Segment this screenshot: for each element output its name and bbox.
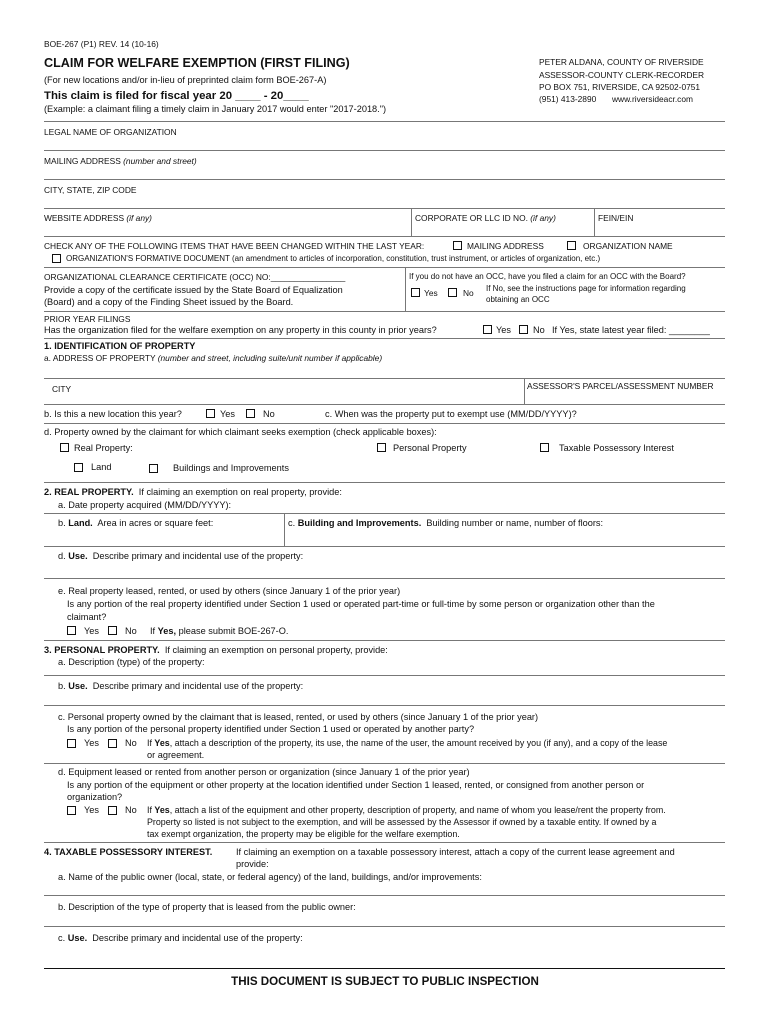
new-location-question: b. Is this a new location this year? bbox=[44, 409, 182, 419]
personal-use-field[interactable] bbox=[44, 705, 725, 706]
new-location-no-label: No bbox=[263, 409, 275, 419]
real-leased-no-checkbox[interactable] bbox=[108, 626, 117, 635]
real-leased-no-label: No bbox=[125, 626, 137, 636]
real-property-label: Real Property: bbox=[74, 443, 133, 453]
personal-use-label: b. Use. Describe primary and incidental use of the property: bbox=[58, 681, 304, 691]
property-address-label: a. ADDRESS OF PROPERTY (number and street, including suite/unit number if applicable) bbox=[44, 353, 383, 363]
legal-name-field[interactable] bbox=[44, 150, 725, 151]
organization-name-option: ORGANIZATION NAME bbox=[583, 241, 673, 251]
real-leased-submit-note: If Yes, please submit BOE-267-O. bbox=[150, 626, 289, 636]
mailing-address-option: MAILING ADDRESS bbox=[467, 241, 544, 251]
real-leased-label: e. Real property leased, rented, or used by others (since January 1 of the prior year) bbox=[58, 586, 401, 596]
equipment-question-1: Is any portion of the equipment or other property at the location identified under Section 1 leased, rented, or consigned from another person or bbox=[67, 780, 645, 790]
equipment-no-label: No bbox=[125, 805, 137, 815]
taxable-possessory-checkbox[interactable] bbox=[540, 443, 549, 452]
personal-leased-no-label: No bbox=[125, 738, 137, 748]
mailing-address-field[interactable] bbox=[44, 179, 725, 180]
personal-leased-label: c. Personal property owned by the claimant that is leased, rented, or used by others (since January 1 of the prior year) bbox=[58, 712, 539, 722]
taxable-possessory-label: Taxable Possessory Interest bbox=[559, 443, 674, 453]
occ-question: If you do not have an OCC, have you filed a claim for an OCC with the Board? bbox=[409, 272, 686, 281]
occ-provide-line-1: Provide a copy of the certificate issued by the State Board of Equalization bbox=[44, 285, 343, 295]
public-owner-field[interactable] bbox=[44, 895, 725, 896]
real-property-checkbox[interactable] bbox=[60, 443, 69, 452]
personal-property-label: Personal Property bbox=[393, 443, 467, 453]
leased-type-label: b. Description of the type of property that is leased from the public owner: bbox=[58, 902, 356, 912]
city-state-zip-label: CITY, STATE, ZIP CODE bbox=[44, 185, 137, 195]
formative-document-option: ORGANIZATION'S FORMATIVE DOCUMENT (an amendment to articles of incorporation, constitution, trust instrument, or articles of organization, etc.) bbox=[66, 254, 601, 263]
real-leased-question-2: claimant? bbox=[67, 612, 107, 622]
real-leased-yes-label: Yes bbox=[84, 626, 99, 636]
real-property-use-label: d. Use. Describe primary and incidental use of the property: bbox=[58, 551, 304, 561]
prior-latest-year[interactable]: If Yes, state latest year filed: ________ bbox=[552, 325, 710, 335]
equipment-no-checkbox[interactable] bbox=[108, 806, 117, 815]
personal-leased-question: Is any portion of the personal property identified under Section 1 used or operated by another party? bbox=[67, 724, 475, 734]
office-line-1: PETER ALDANA, COUNTY OF RIVERSIDE bbox=[539, 57, 704, 67]
occ-provide-line-2: (Board) and a copy of the Finding Sheet issued by the Board. bbox=[44, 297, 294, 307]
website-address-label: WEBSITE ADDRESS (if any) bbox=[44, 213, 152, 223]
personal-description-field[interactable] bbox=[44, 675, 725, 676]
owned-property-question: d. Property owned by the claimant for which claimant seeks exemption (check applicable boxes): bbox=[44, 427, 437, 437]
buildings-checkbox[interactable] bbox=[149, 464, 158, 473]
formative-document-checkbox[interactable] bbox=[52, 254, 61, 263]
exempt-use-date-question[interactable]: c. When was the property put to exempt use (MM/DD/YYYY)? bbox=[325, 409, 577, 419]
section-1-heading: 1. IDENTIFICATION OF PROPERTY bbox=[44, 341, 196, 351]
occ-no-label: No bbox=[463, 288, 474, 298]
personal-leased-yes-checkbox[interactable] bbox=[67, 739, 76, 748]
land-buildings-field[interactable] bbox=[44, 546, 725, 547]
mailing-address-label: MAILING ADDRESS (number and street) bbox=[44, 156, 197, 166]
form-subtitle: (For new locations and/or in-lieu of preprinted claim form BOE-267-A) bbox=[44, 75, 327, 85]
prior-no-checkbox[interactable] bbox=[519, 325, 528, 334]
corporate-id-label: CORPORATE OR LLC ID NO. (if any) bbox=[415, 213, 556, 223]
real-leased-yes-checkbox[interactable] bbox=[67, 626, 76, 635]
occ-instructions-1: If No, see the instructions page for information regarding bbox=[486, 284, 686, 293]
fiscal-year-line[interactable]: This claim is filed for fiscal year 20 ____ - 20____ bbox=[44, 90, 309, 102]
new-location-no-checkbox[interactable] bbox=[246, 409, 255, 418]
equipment-attach-note-3: tax exempt organization, the property may be eligible for the welfare exemption. bbox=[147, 829, 460, 839]
section-4-intro: If claiming an exemption on a taxable possessory interest, attach a copy of the current lease agreement and bbox=[236, 847, 675, 857]
fein-label: FEIN/EIN bbox=[598, 213, 634, 223]
land-checkbox[interactable] bbox=[74, 463, 83, 472]
section-3-heading: 3. PERSONAL PROPERTY. If claiming an exemption on personal property, provide: bbox=[44, 645, 388, 655]
prior-year-question: Has the organization filed for the welfare exemption on any property in this county in prior years? bbox=[44, 325, 437, 335]
date-acquired-label[interactable]: a. Date property acquired (MM/DD/YYYY): bbox=[58, 500, 232, 510]
personal-description-label: a. Description (type) of the property: bbox=[58, 657, 205, 667]
prior-year-label: PRIOR YEAR FILINGS bbox=[44, 314, 131, 324]
public-inspection-notice: THIS DOCUMENT IS SUBJECT TO PUBLIC INSPECTION bbox=[231, 975, 539, 988]
organization-name-checkbox[interactable] bbox=[567, 241, 576, 250]
personal-leased-attach-note: If Yes, attach a description of the property, its use, the name of the user, the amount received by you (if any), and a copy of the lease bbox=[147, 738, 668, 748]
public-owner-label: a. Name of the public owner (local, state, or federal agency) of the land, buildings, and/or improvements: bbox=[58, 872, 482, 882]
personal-leased-yes-label: Yes bbox=[84, 738, 99, 748]
leased-type-field[interactable] bbox=[44, 926, 725, 927]
parcel-label: ASSESSOR'S PARCEL/ASSESSMENT NUMBER bbox=[527, 381, 714, 391]
office-line-2: ASSESSOR-COUNTY CLERK-RECORDER bbox=[539, 70, 705, 80]
personal-leased-attach-note-2: or agreement. bbox=[147, 750, 205, 760]
equipment-attach-note: If Yes, attach a list of the equipment and other property, description of property, and name of whom you lease/rent the property from. bbox=[147, 805, 666, 815]
occ-instructions-2: obtaining an OCC bbox=[486, 295, 550, 304]
land-area-label: b. Land. Area in acres or square feet: bbox=[58, 518, 214, 528]
prior-no-label: No bbox=[533, 325, 545, 335]
legal-name-label: LEGAL NAME OF ORGANIZATION bbox=[44, 127, 177, 137]
changed-items-label: CHECK ANY OF THE FOLLOWING ITEMS THAT HAVE BEEN CHANGED WITHIN THE LAST YEAR: bbox=[44, 241, 425, 251]
real-property-use-field[interactable] bbox=[44, 578, 725, 579]
section-2-heading: 2. REAL PROPERTY. If claiming an exemption on real property, provide: bbox=[44, 487, 342, 497]
possessory-use-label: c. Use. Describe primary and incidental use of the property: bbox=[58, 933, 303, 943]
equipment-question-2: organization? bbox=[67, 792, 123, 802]
new-location-yes-checkbox[interactable] bbox=[206, 409, 215, 418]
equipment-attach-note-2: Property so listed is not subject to the exemption, and will be assessed by the Assessor if owned by a taxable entity. If owned by a bbox=[147, 817, 657, 827]
equipment-yes-label: Yes bbox=[84, 805, 99, 815]
property-address-field[interactable] bbox=[44, 378, 725, 379]
buildings-label: Buildings and Improvements bbox=[173, 463, 289, 473]
city-label: CITY bbox=[52, 384, 72, 394]
fiscal-year-example: (Example: a claimant filing a timely claim in January 2017 would enter "2017-2018.") bbox=[44, 104, 387, 114]
equipment-yes-checkbox[interactable] bbox=[67, 806, 76, 815]
city-parcel-field[interactable] bbox=[44, 404, 725, 405]
office-phone: (951) 413-2890 bbox=[539, 94, 597, 104]
prior-yes-checkbox[interactable] bbox=[483, 325, 492, 334]
office-website[interactable]: www.riversideacr.com bbox=[612, 94, 693, 104]
section-4-heading: 4. TAXABLE POSSESSORY INTEREST. bbox=[44, 847, 213, 857]
buildings-detail-label: c. Building and Improvements. Building number or name, number of floors: bbox=[288, 518, 604, 528]
occ-no-checkbox[interactable] bbox=[448, 288, 457, 297]
new-location-yes-label: Yes bbox=[220, 409, 235, 419]
occ-yes-label: Yes bbox=[424, 288, 438, 298]
form-title: CLAIM FOR WELFARE EXEMPTION (FIRST FILING) bbox=[44, 56, 350, 70]
equipment-leased-label: d. Equipment leased or rented from another person or organization (since January 1 of the prior year) bbox=[58, 767, 470, 777]
occ-yes-checkbox[interactable] bbox=[411, 288, 420, 297]
personal-property-checkbox[interactable] bbox=[377, 443, 386, 452]
personal-leased-no-checkbox[interactable] bbox=[108, 739, 117, 748]
office-line-3: PO BOX 751, RIVERSIDE, CA 92502-0751 bbox=[539, 82, 701, 92]
prior-yes-label: Yes bbox=[496, 325, 511, 335]
real-leased-question-1: Is any portion of the real property identified under Section 1 used or operated part-time or full-time by some person or organization other than the bbox=[67, 599, 655, 609]
section-4-intro-2: provide: bbox=[236, 859, 269, 869]
land-label: Land bbox=[91, 462, 112, 472]
city-state-zip-field[interactable] bbox=[44, 208, 725, 209]
form-id: BOE-267 (P1) REV. 14 (10-16) bbox=[44, 39, 159, 49]
mailing-address-checkbox[interactable] bbox=[453, 241, 462, 250]
occ-label[interactable]: ORGANIZATIONAL CLEARANCE CERTIFICATE (OCC) NO:________________ bbox=[44, 272, 346, 282]
